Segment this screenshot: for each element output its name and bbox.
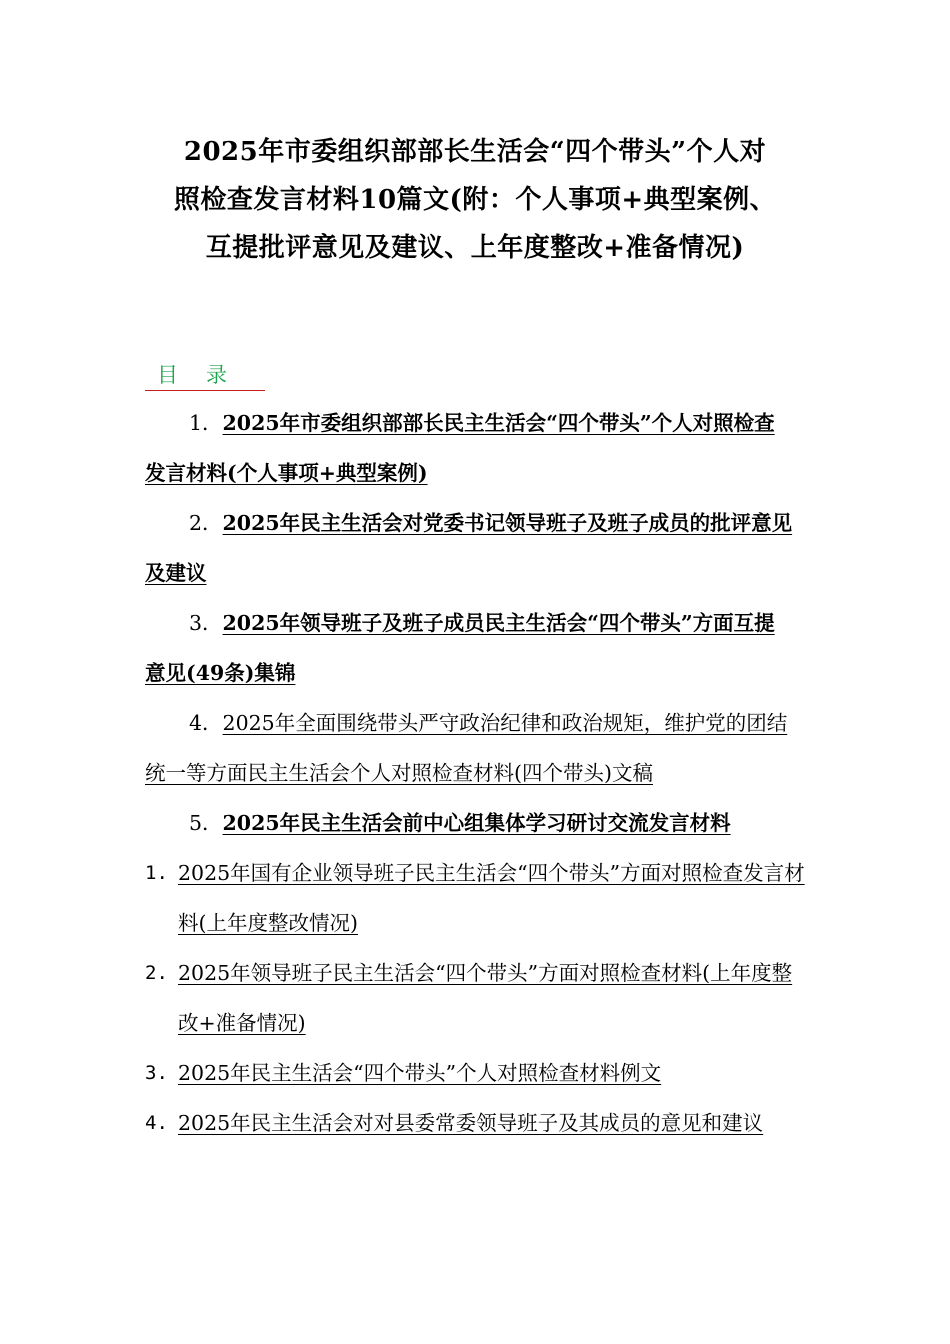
list-item-link[interactable]: 2025年民主生活会对对县委常委领导班子及其成员的意见和建议 (178, 1111, 764, 1135)
list-item-number: 4. (145, 1112, 168, 1134)
toc-entry-link[interactable]: 2025年民主生活会对党委书记领导班子及班子成员的批评意见及建议 (145, 511, 793, 585)
toc-entry-number: 2． (189, 511, 223, 535)
list-item-number: 1. (145, 862, 168, 884)
toc-entry-link[interactable]: 2025年市委组织部部长民主生活会“四个带头”个人对照检查发言材料(个人事项+典型案例) (145, 411, 775, 485)
toc-entry-number: 4． (189, 711, 223, 735)
toc-entry-5[interactable] (145, 798, 795, 848)
document-title (120, 128, 830, 272)
toc-entry-link[interactable]: 2025年民主生活会前中心组集体学习研讨交流发言材料 (222, 811, 731, 835)
toc-entry-link[interactable]: 2025年全面围绕带头严守政治纪律和政治规矩，维护党的团结统一等方面民主生活会个人对照检查材料(四个带头)文稿 (145, 711, 788, 785)
list-item-number: 3. (145, 1062, 168, 1084)
title-line-1: 2025年市委组织部部长生活会“四个带头”个人对 (183, 137, 767, 167)
toc-entry-4[interactable] (145, 698, 795, 798)
table-of-contents (145, 398, 795, 848)
list-item-link[interactable]: 2025年领导班子民主生活会“四个带头”方面对照检查材料(上年度整改+准备情况) (178, 961, 793, 1035)
list-item-3[interactable] (145, 1048, 805, 1098)
toc-heading (145, 360, 265, 391)
numbered-list (145, 848, 805, 1148)
list-item-number: 2. (145, 962, 168, 984)
title-line-3: 互提批评意见及建议、上年度整改+准备情况) (205, 233, 745, 263)
toc-entry-3[interactable] (145, 598, 795, 698)
toc-entry-number: 3． (189, 611, 223, 635)
list-item-1[interactable] (145, 848, 805, 948)
toc-heading-label: 目录 (157, 363, 255, 387)
list-item-2[interactable] (145, 948, 805, 1048)
title-line-2: 照检查发言材料10篇文(附：个人事项+典型案例、 (173, 185, 777, 215)
toc-entry-number: 5． (189, 811, 223, 835)
list-item-link[interactable]: 2025年国有企业领导班子民主生活会“四个带头”方面对照检查发言材料(上年度整改情况) (178, 861, 805, 935)
list-item-4[interactable] (145, 1098, 805, 1148)
toc-entry-number: 1． (189, 411, 223, 435)
list-item-link[interactable]: 2025年民主生活会“四个带头”个人对照检查材料例文 (178, 1061, 662, 1085)
toc-entry-link[interactable]: 2025年领导班子及班子成员民主生活会“四个带头”方面互提意见(49条)集锦 (145, 611, 775, 685)
toc-entry-1[interactable] (145, 398, 795, 498)
toc-entry-2[interactable] (145, 498, 795, 598)
